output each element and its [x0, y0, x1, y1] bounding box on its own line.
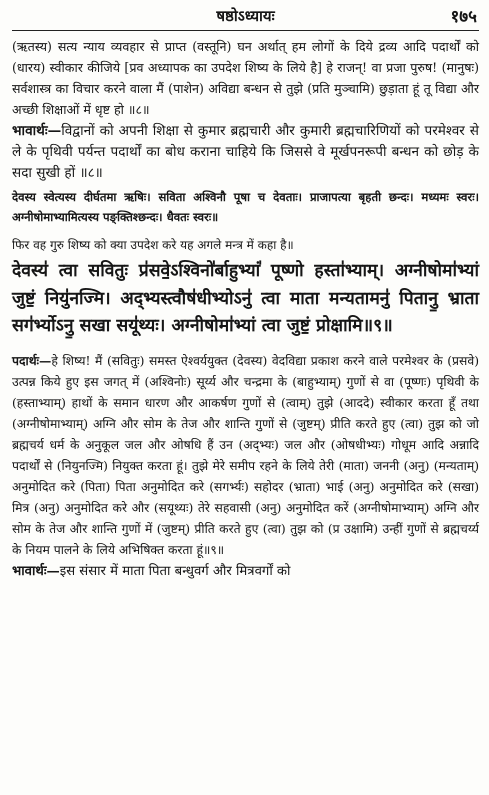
page-header	[12, 4, 479, 31]
page-number: १७५	[450, 7, 477, 27]
mantra-verse-9: देवस्य॑ त्वा सवितुः प्र॑सवे॒ऽश्विनो॑र्बाहुभ्यां॑ पूष्णो हस्ता॑भ्याम्। अग्नीषोमा॑भ्यां जुष्टं॒ नियु॑नज्मि। अद्भ्यस्त्वौष॑धीभ्योऽनु॑ त्वा माता मन्यतामनु॑ पितानु॒ भ्राता सग॑र्भ्योऽनु॒ सखा सयू॑थ्यः। अग्नीषोमा॑भ्यां त्वा जुष्टं॒ प्रोक्षामि॥९॥	[12, 261, 479, 336]
word-meaning-paragraph-9	[12, 350, 479, 561]
purport-label-9: भावार्थः—	[12, 563, 60, 579]
mantra-introduction: फिर वह गुरु शिष्य को क्या उपदेश करे यह अगले मन्त्र में कहा है॥	[12, 238, 294, 252]
padartha-text: हे शिष्य! मैं (सवितुः) समस्त ऐश्वर्ययुक्त (देवस्य) वेदविद्या प्रकाश करने वाले परमेश्वर के (प्रसवे) उत्पन्न किये हुए इस जगत् में (अश्विनोः) सूर्य्य और चन्द्रमा के (बाहुभ्याम्) गुणों से वा (पूष्णः) पृथिवी के (हस्ताभ्याम्) हाथों के समान धारण और आकर्षण गुणों से (त्वाम्) तुझे (आददे) स्वीकार करता हूँ तथा (अग्नीषोमाभ्याम्) अग्नि और सोम के तेज और शान्ति गुणों से (जुष्टम्) प्रीति करते हुए (त्वा) तुझ को जो ब्रह्मचर्य धर्म के अनुकूल जल और ओषधि हैं उन (अद्भ्यः) जल और (ओषधीभ्यः) गोधूम आदि अन्नादि पदार्थों से (नियुनज्मि) नियुक्त करता हूं। तुझे मेरे समीप रहने के लिये तेरी (माता) जननी (अनु) (मन्यताम्) अनुमोदित करे (पिता) पिता अनुमोदित करे (सगर्भ्यः) सहोदर (भ्राता) भाई (अनु) अनुमोदित करे (सखा) मित्र (अनु) अनुमोदित करे और (सयूथ्यः) तेरे सहवासी (अनु) अनुमोदित करें (अग्नीषोमाभ्याम्) अग्नि और सोम के तेज और शान्ति गुणों में (जुष्टम्) प्रीति करते हुए (त्वा) तुझ को (प्र उक्षामि) उन्हीं गुणों से ब्रह्मचर्य्य के नियम पालने के लिये अभिषिक्त करता हूं॥९॥	[12, 353, 479, 557]
purport-text: विद्वानों को अपनी शिक्षा से कुमार ब्रह्मचारी और कुमारी ब्रह्मचारिणियों को परमेश्वर से ले के पृथिवी पर्यन्त पदार्थों का बोध कराना चाहिये कि जिससे वे मूर्खपनरूपी बन्धन को छोड़ के सदा सुखी हों ॥८॥	[12, 123, 479, 181]
purport-paragraph-9	[12, 561, 479, 582]
mantra-metadata: देवस्य स्वेत्यस्य दीर्घतमा ऋषिः। सविता अश्विनौ पूषा च देवताः। प्राजापत्या बृहती छन्दः। मध्यमः स्वरः। अग्नीषोमाभ्यामित्यस्य पङ्क्तिश्छन्दः। धैवतः स्वरः॥	[12, 190, 479, 224]
purport-label: भावार्थः—	[12, 123, 62, 139]
chapter-title: षष्ठोऽध्यायः	[216, 7, 275, 25]
purport-paragraph-8	[12, 121, 479, 184]
word-meaning-paragraph-8: (ऋतस्य) सत्य न्याय व्यवहार से प्राप्त (वस्तूनि) घन अर्थात् हम लोगों के दिये द्रव्य आदि पदार्थों को (धारय) स्वीकार कीजिये [प्रव अध्यापक का उपदेश शिष्य के लिये है] हे राजन्! वा प्रजा पुरुष! (मानुषः) सर्वशास्त्र का विचार करने वाला मैं (पाशेन) अविद्या बन्धन से तुझे (प्रति मुञ्चामि) छुड़ाता हूं तू विद्या और अच्छी शिक्षाओं में धृष्ट हो ॥८॥	[12, 39, 479, 117]
padartha-label: पदार्थः—	[12, 352, 52, 368]
purport-text-9: इस संसार में माता पिता बन्धुवर्ग और मित्रवर्गों को	[59, 563, 291, 579]
